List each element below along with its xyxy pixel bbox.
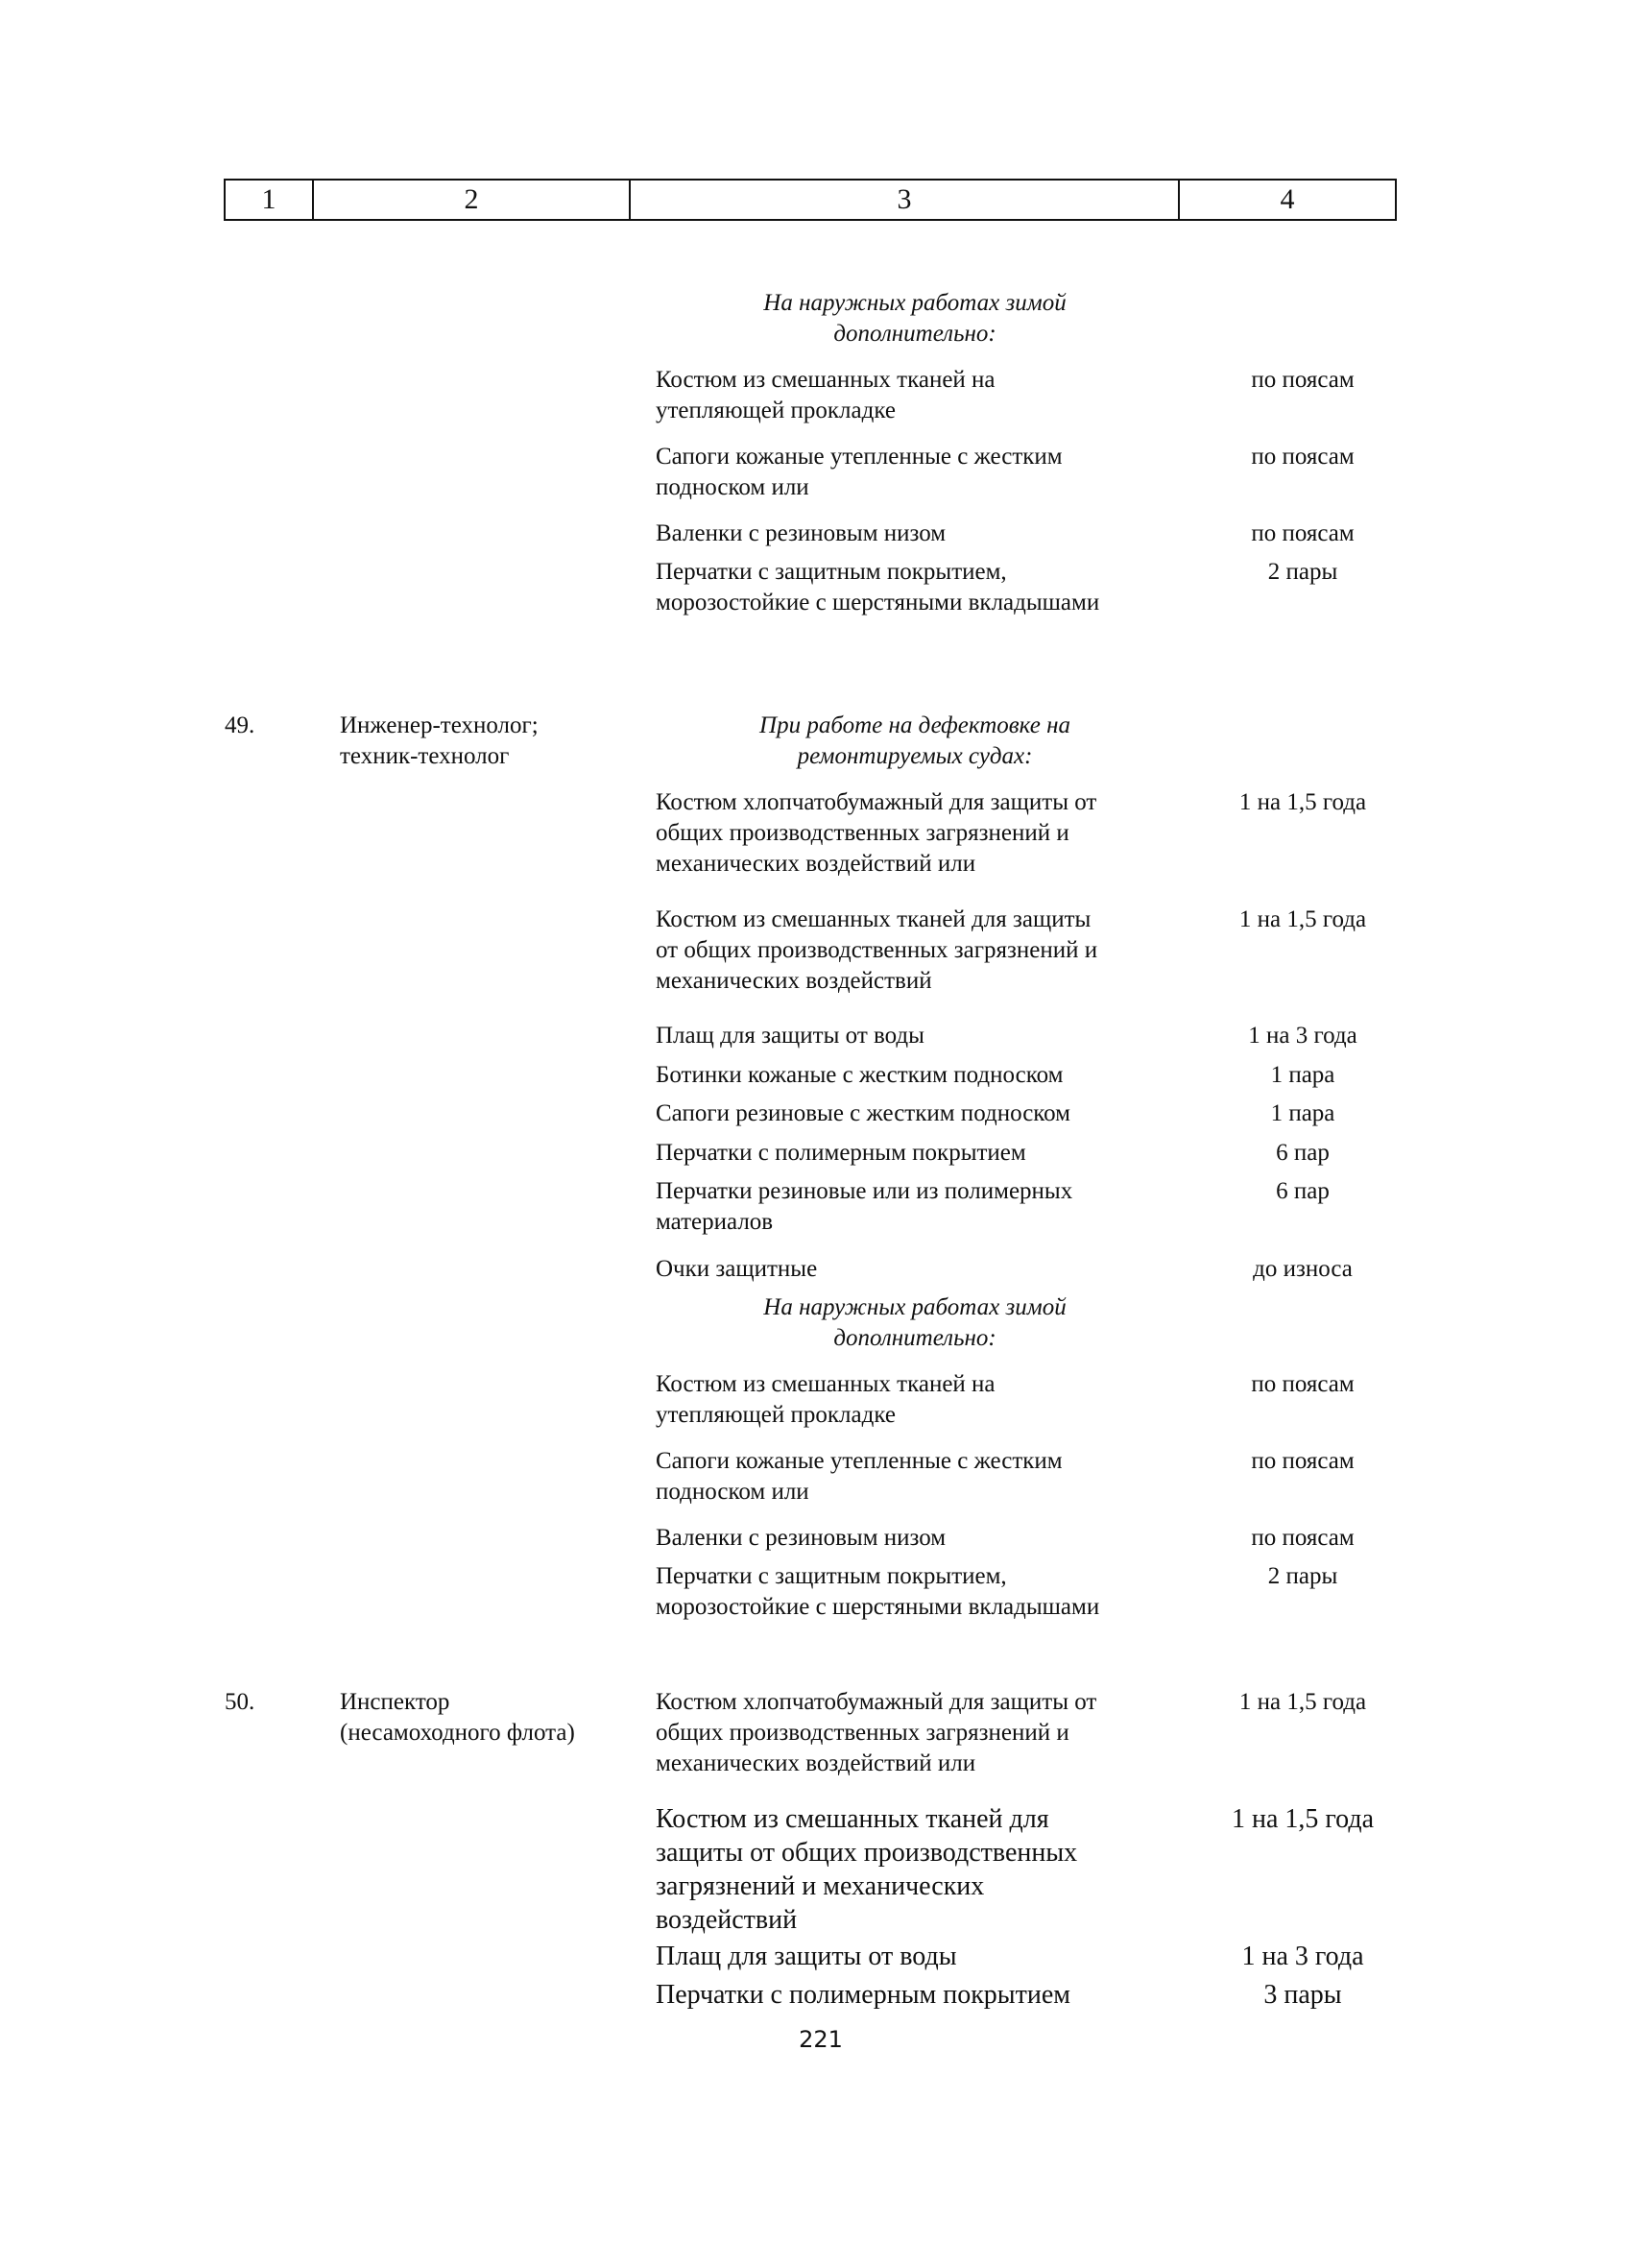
item-text: воздействий <box>656 1905 798 1935</box>
item-text: подноском или <box>656 474 809 500</box>
item-norm: 1 на 1,5 года <box>1231 1804 1375 1834</box>
item-norm: по поясам <box>1251 1448 1355 1474</box>
item-text: Валенки с резиновым низом <box>656 1525 947 1551</box>
item-norm: по поясам <box>1251 520 1355 546</box>
item-text: механических воздействий или <box>656 1750 976 1776</box>
column-number-4: 4 <box>1280 183 1295 215</box>
item-text: защиты от общих производственных <box>656 1838 1078 1868</box>
item-norm: по поясам <box>1251 1371 1355 1397</box>
column-number-header <box>224 179 1397 221</box>
item-norm: 1 на 3 года <box>1241 1942 1364 1971</box>
item-text: Валенки с резиновым низом <box>656 520 947 546</box>
section-heading: ремонтируемых судах: <box>797 743 1033 769</box>
section-heading: При работе на дефектовке на <box>759 712 1070 738</box>
item-norm: 1 пара <box>1270 1062 1335 1088</box>
profession-name: техник-технолог <box>340 743 510 769</box>
item-text: Сапоги кожаные утепленные с жестким <box>656 444 1063 470</box>
item-norm: по поясам <box>1251 367 1355 393</box>
item-norm: 1 на 1,5 года <box>1238 1689 1367 1715</box>
item-norm: по поясам <box>1251 1525 1355 1551</box>
item-text: Перчатки с полимерным покрытием <box>656 1980 1070 2010</box>
item-text: от общих производственных загрязнений и <box>656 937 1098 963</box>
item-norm: 3 пары <box>1263 1980 1342 2010</box>
item-text: Костюм из смешанных тканей для защиты <box>656 906 1092 932</box>
entry-number: 50. <box>225 1689 255 1715</box>
item-text: подноском или <box>656 1479 809 1505</box>
item-text: Плащ для защиты от воды <box>656 1942 957 1971</box>
item-text: Очки защитные <box>656 1256 818 1282</box>
column-number-1: 1 <box>226 181 314 219</box>
item-norm: 1 на 3 года <box>1248 1023 1357 1049</box>
item-text: материалов <box>656 1209 774 1235</box>
profession-name: (несамоходного флота) <box>340 1720 575 1746</box>
item-text: Перчатки с защитным покрытием, <box>656 559 1007 585</box>
item-norm: 1 на 1,5 года <box>1238 906 1367 932</box>
item-text: морозостойкие с шерстяными вкладышами <box>656 1594 1100 1620</box>
item-norm: 2 пары <box>1267 559 1338 585</box>
item-text: Костюм хлопчатобумажный для защиты от <box>656 1689 1097 1715</box>
item-norm: до износа <box>1253 1256 1353 1282</box>
column-number-2: 2 <box>314 181 631 219</box>
item-norm: 6 пар <box>1276 1140 1330 1166</box>
item-norm: 6 пар <box>1276 1178 1330 1204</box>
section-heading: На наружных работах зимой <box>763 1294 1067 1320</box>
item-text: Костюм из смешанных тканей для <box>656 1804 1049 1834</box>
item-text: общих производственных загрязнений и <box>656 820 1069 846</box>
section-heading: На наружных работах зимой <box>763 290 1067 316</box>
item-text: утепляющей прокладке <box>656 398 896 423</box>
item-text: Перчатки с защитным покрытием, <box>656 1563 1007 1589</box>
item-text: Костюм хлопчатобумажный для защиты от <box>656 789 1097 815</box>
section-heading: дополнительно: <box>833 1325 996 1351</box>
section-heading: дополнительно: <box>833 321 996 347</box>
item-text: утепляющей прокладке <box>656 1402 896 1428</box>
item-text: Костюм из смешанных тканей на <box>656 1371 996 1397</box>
item-norm: по поясам <box>1251 444 1355 470</box>
item-norm: 1 на 1,5 года <box>1238 789 1367 815</box>
column-number-3: 3 <box>631 181 1180 219</box>
item-text: Сапоги резиновые с жестким подноском <box>656 1100 1071 1126</box>
page-number: 221 <box>799 2026 843 2053</box>
item-text: Костюм из смешанных тканей на <box>656 367 996 393</box>
entry-number: 49. <box>225 712 255 738</box>
item-text: Перчатки с полимерным покрытием <box>656 1140 1026 1166</box>
item-text: механических воздействий <box>656 968 932 994</box>
item-norm: 1 пара <box>1270 1100 1335 1126</box>
item-text: морозостойкие с шерстяными вкладышами <box>656 590 1100 615</box>
profession-name: Инженер-технолог; <box>340 712 539 738</box>
item-text: Перчатки резиновые или из полимерных <box>656 1178 1073 1204</box>
item-text: загрязнений и механических <box>656 1871 985 1901</box>
item-text: Сапоги кожаные утепленные с жестким <box>656 1448 1063 1474</box>
item-text: механических воздействий или <box>656 851 976 877</box>
item-text: Плащ для защиты от воды <box>656 1023 924 1049</box>
item-text: Ботинки кожаные с жестким подноском <box>656 1062 1064 1088</box>
profession-name: Инспектор <box>340 1689 450 1715</box>
item-text: общих производственных загрязнений и <box>656 1720 1069 1746</box>
item-norm: 2 пары <box>1267 1563 1338 1589</box>
